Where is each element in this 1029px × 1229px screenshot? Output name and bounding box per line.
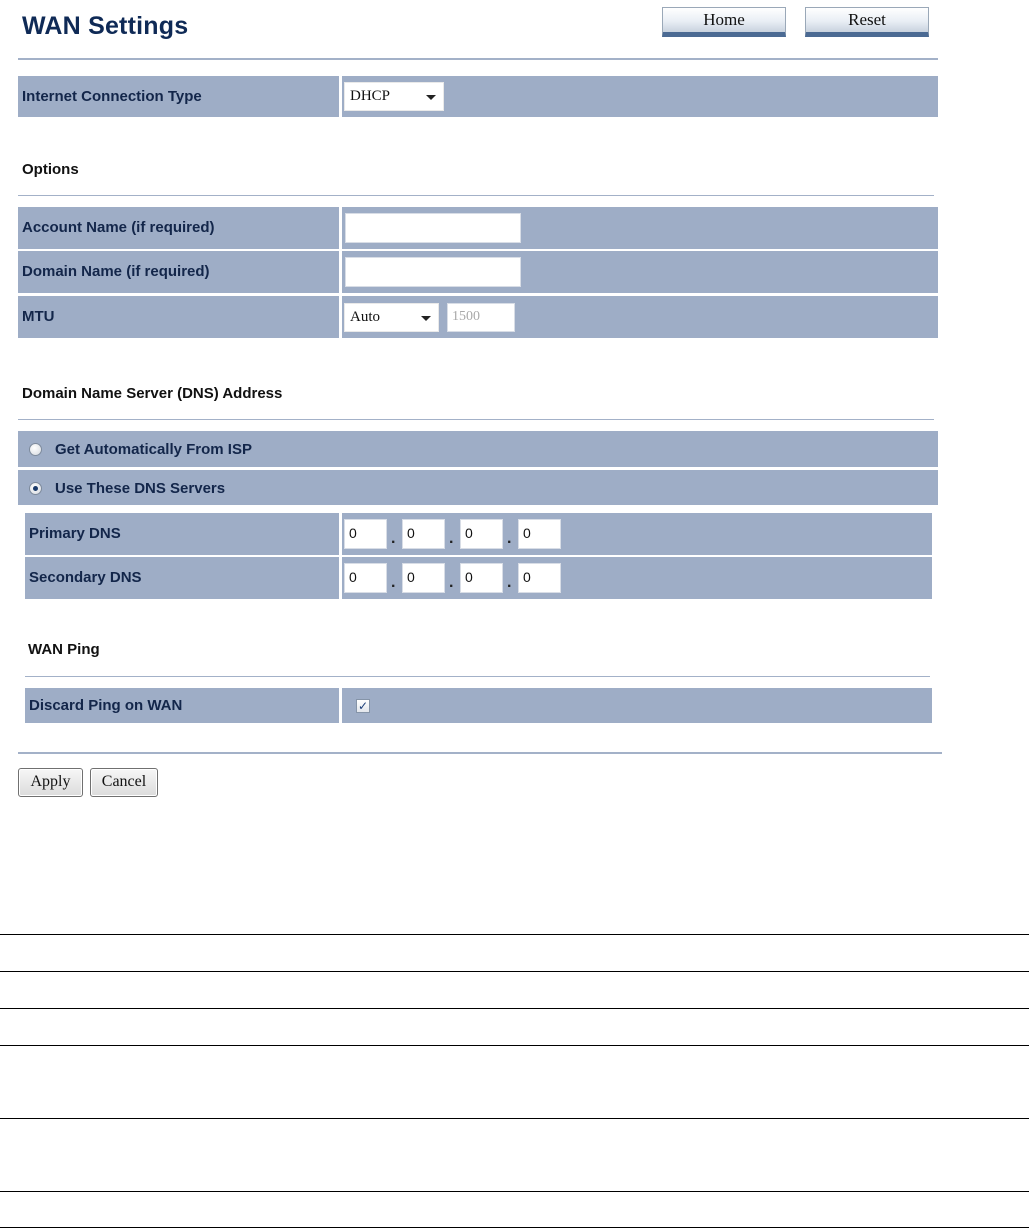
header-divider: [18, 58, 938, 60]
mtu-label: MTU: [18, 296, 342, 338]
apply-button[interactable]: Apply: [18, 768, 83, 797]
mtu-value-input[interactable]: 1500: [447, 303, 515, 332]
ip-separator: .: [507, 530, 512, 547]
primary-dns-label: Primary DNS: [25, 513, 342, 555]
home-button[interactable]: Home: [662, 7, 786, 37]
primary-dns-octet-3[interactable]: 0: [460, 519, 503, 549]
ip-separator: .: [449, 574, 454, 591]
form-footer-divider: [18, 752, 942, 754]
wan-ping-heading: WAN Ping: [28, 641, 100, 658]
dns-manual-radio[interactable]: [29, 482, 42, 495]
mtu-mode-value: Auto: [350, 309, 380, 325]
primary-dns-octet-1[interactable]: 0: [344, 519, 387, 549]
secondary-dns-row: [25, 557, 932, 599]
mtu-mode-select[interactable]: [344, 303, 439, 332]
dns-divider: [18, 419, 934, 420]
secondary-dns-octet-2[interactable]: 0: [402, 563, 445, 593]
mtu-row: [18, 296, 938, 338]
discard-ping-checkbox[interactable]: ✓: [357, 699, 369, 713]
primary-dns-octet-4[interactable]: 0: [518, 519, 561, 549]
account-name-row: [18, 207, 938, 249]
page-rule: [0, 1008, 1029, 1009]
reset-button[interactable]: Reset: [805, 7, 929, 37]
page-rule: [0, 934, 1029, 935]
connection-type-label: Internet Connection Type: [18, 76, 342, 117]
ip-separator: .: [507, 574, 512, 591]
ip-separator: .: [391, 530, 396, 547]
dns-auto-row: [18, 431, 938, 467]
discard-ping-label: Discard Ping on WAN: [25, 688, 342, 723]
page-rule: [0, 971, 1029, 972]
cancel-button[interactable]: Cancel: [90, 768, 158, 797]
primary-dns-octet-2[interactable]: 0: [402, 519, 445, 549]
page-rule: [0, 1045, 1029, 1046]
dns-manual-row: [18, 470, 938, 505]
page-rule: [0, 1227, 1029, 1228]
ip-separator: .: [449, 530, 454, 547]
account-name-input[interactable]: [345, 213, 521, 243]
secondary-dns-octet-3[interactable]: 0: [460, 563, 503, 593]
secondary-dns-label: Secondary DNS: [25, 557, 342, 599]
connection-type-select[interactable]: [344, 82, 444, 111]
page-rule: [0, 1191, 1029, 1192]
secondary-dns-octet-4[interactable]: 0: [518, 563, 561, 593]
connection-type-value: DHCP: [350, 88, 391, 104]
account-name-label: Account Name (if required): [18, 207, 342, 249]
secondary-dns-octet-1[interactable]: 0: [344, 563, 387, 593]
connection-type-row: [18, 76, 938, 117]
dns-heading: Domain Name Server (DNS) Address: [22, 385, 283, 402]
dns-auto-label: Get Automatically From ISP: [55, 441, 252, 458]
domain-name-label: Domain Name (if required): [18, 251, 342, 293]
chevron-down-icon: [426, 95, 436, 100]
dns-auto-radio[interactable]: [29, 443, 42, 456]
primary-dns-row: [25, 513, 932, 555]
chevron-down-icon: [421, 316, 431, 321]
discard-ping-row: [25, 688, 932, 723]
dns-manual-label: Use These DNS Servers: [55, 480, 226, 497]
domain-name-row: [18, 251, 938, 293]
domain-name-input[interactable]: [345, 257, 521, 287]
page-title: WAN Settings: [22, 12, 189, 40]
options-divider: [18, 195, 934, 196]
ip-separator: .: [391, 574, 396, 591]
wan-ping-divider: [25, 676, 930, 677]
page-rule: [0, 1118, 1029, 1119]
options-heading: Options: [22, 161, 79, 178]
